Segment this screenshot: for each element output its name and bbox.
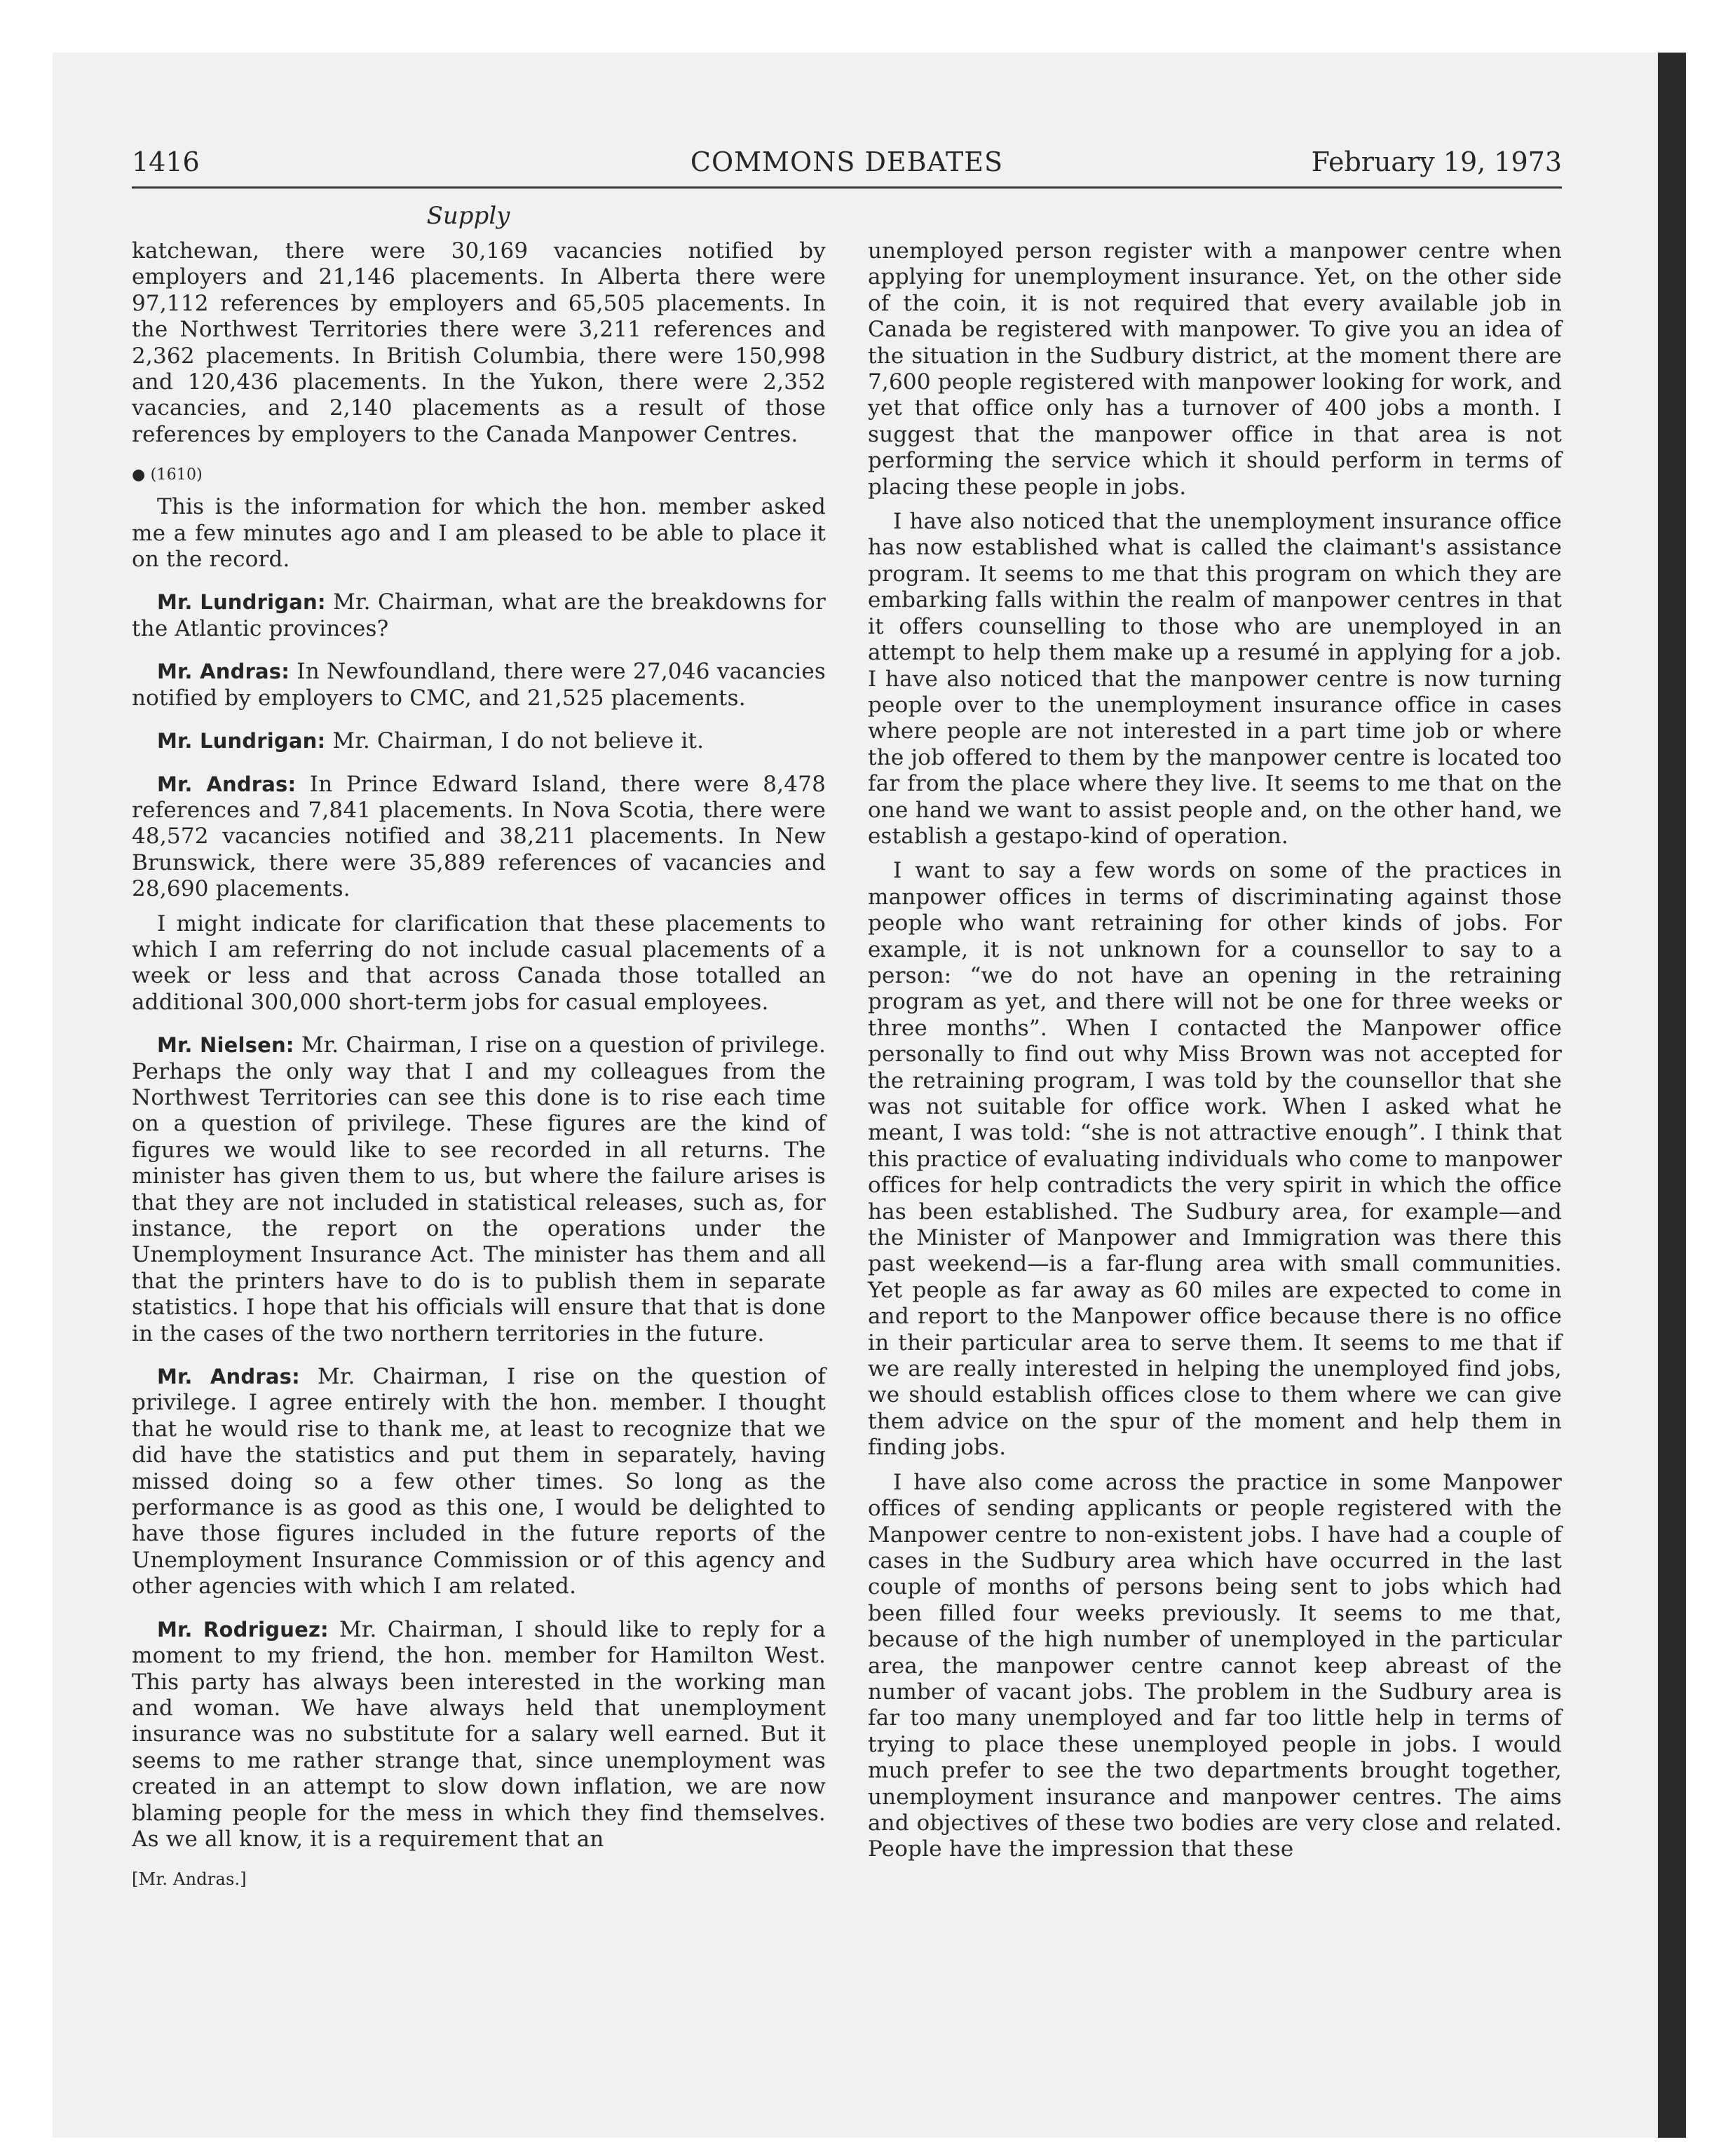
speaker-attribution-note: [Mr. Andras.] (132, 1869, 247, 1890)
right-paragraph-3: I want to say a few words on some of the practices in manpower offices in terms of discriminating against those people who want retraining for other kinds of jobs. For example, it is not unknown for a counsellor to say to a person: “we do not have an opening in the retraining program as yet, and there will not be one for three weeks or three months”. When I contacted the Manpower office personally to find out why Miss Brown was not accepted for the retraining program, I was told by the counsellor that she was not suitable for office work. When I asked what he meant, I was told: “she is not attractive enough”. I think that this practice of evaluating individuals who come to manpower offices for help contradicts the very spirit in which the office has been established. The Sudbury area, for example—and the Minister of Manpower and Immigration was there this past weekend—is a far-flung area with small communities. Yet people as far away as 60 miles are expected to come in and report to the Manpower office because there is no office in their particular area to serve them. It seems to me that if we are really interested in helping the unemployed find jobs, we should establish offices close to them where we can give them advice on the spur of the moment and help them in finding jobs. (868, 858, 1562, 1461)
speaker-name: Mr. Andras: (157, 772, 297, 796)
speech-rodriguez (132, 1617, 826, 1853)
time-marker: ● (1610) (132, 466, 203, 484)
right-paragraph-1: unemployed person register with a manpower centre when applying for unemployment insurance. Yet, on the other side of the coin, it is not required that every available job in Canada be registered with manpower. To give you an idea of the situation in the Sudbury district, at the moment there are 7,600 people registered with manpower looking for work, and yet that office only has a turnover of 400 jobs a month. I suggest that the manpower office in that area is not performing the service which it should perform in terms of placing these people in jobs. (868, 238, 1562, 500)
speech-andras-1 (132, 659, 826, 711)
speech-andras-3 (132, 1364, 826, 1600)
right-column (868, 238, 1562, 1863)
speaker-name: Mr. Rodriguez: (157, 1617, 329, 1642)
speech-text: Mr. Chairman, I rise on the question of privilege. I agree entirely with the hon. member. I thought that he would rise to thank me, at least to recognize that we did have the statistics and put them in separately, having missed doing so a few other times. So long as the performance is as good as this one, I would be delighted to have those figures included in the future reports of the Unemployment Insurance Commission or of this agency and other agencies with which I am related. (132, 1364, 826, 1599)
speech-text: In Newfoundland, there were 27,046 vacancies notified by employers to CMC, and 21,525 placements. (132, 659, 826, 711)
section-title: Supply (426, 202, 510, 230)
running-head (132, 144, 1562, 189)
speech-text: Mr. Chairman, I do not believe it. (325, 728, 705, 754)
speech-text: In Prince Edward Island, there were 8,478 references and 7,841 placements. In Nova Scotia, there were 48,572 vacancies notified and 38,211 placements. In New Brunswick, there were 35,889 references of vacancies and 28,690 placements. (132, 771, 826, 902)
left-paragraph-7: I might indicate for clarification that these placements to which I am referring do not include casual placements of a week or less and that across Canada those totalled an additional 300,000 short-term jobs for casual employees. (132, 910, 826, 1015)
speech-andras-2 (132, 772, 826, 903)
page-number: 1416 (132, 146, 200, 177)
speaker-name: Mr. Andras: (157, 1365, 300, 1389)
speech-nielsen (132, 1032, 826, 1347)
left-column (132, 238, 826, 1907)
speaker-name: Mr. Nielsen: (157, 1033, 294, 1058)
right-paragraph-4: I have also come across the practice in some Manpower offices of sending applicants or people registered with the Manpower centre to non-existent jobs. I have had a couple of cases in the Sudbury area which have occurred in the last couple of months of persons being sent to jobs which had been filled four weeks previously. It seems to me that, because of the high number of unemployed in the particular area, the manpower centre cannot keep abreast of the number of vacant jobs. The problem in the Sudbury area is far too many unemployed and far too little help in terms of trying to place these unemployed people in jobs. I would much prefer to see the two departments brought together, unemployment insurance and manpower centres. The aims and objectives of these two bodies are very close and related. People have the impression that these (868, 1469, 1562, 1862)
scan-edge-shadow (1658, 53, 1686, 2138)
right-paragraph-2: I have also noticed that the unemployment insurance office has now established what is called the claimant's assistance program. It seems to me that this program on which they are embarking falls within the realm of manpower centres in that it offers counselling to those who are unemployed in an attempt to help them make up a resumé in applying for a job. I have also noticed that the manpower centre is now turning people over to the unemployment insurance office in cases where people are not interested in a part time job or where the job offered to them by the manpower centre is located too far from the place where they live. It seems to me that on the one hand we want to assist people and, on the other hand, we establish a gestapo-kind of operation. (868, 509, 1562, 849)
left-paragraph-2: This is the information for which the hon. member asked me a few minutes ago and I am pleased to be able to place it on the record. (132, 494, 826, 573)
speaker-name: Mr. Andras: (157, 660, 290, 684)
speech-text: Mr. Chairman, what are the breakdowns for the Atlantic provinces? (132, 589, 826, 641)
speaker-name: Mr. Lundrigan: (157, 590, 326, 615)
speech-text: Mr. Chairman, I should like to reply for a moment to my friend, the hon. member for Hamilton West. This party has always been interested in the working man and woman. We have always held that unemployment insurance was no substitute for a salary well earned. But it seems to me rather strange that, since unemployment was created in an attempt to slow down inflation, we are now blaming people for the mess in which they find themselves. As we all know, it is a requirement that an (132, 1616, 826, 1852)
left-paragraph-1: katchewan, there were 30,169 vacancies notified by employers and 21,146 placements. In Alberta there were 97,112 references by employers and 65,505 placements. In the Northwest Territories there were 3,211 references and 2,362 placements. In British Columbia, there were 150,998 and 120,436 placements. In the Yukon, there were 2,352 vacancies, and 2,140 placements as a result of those references by employers to the Canada Manpower Centres. (132, 238, 826, 447)
publication-date: February 19, 1973 (1311, 146, 1562, 177)
speech-text: Mr. Chairman, I rise on a question of privilege. Perhaps the only way that I and my colleagues from the Northwest Territories can see this done is to rise each time on a question of privilege. These figures are the kind of figures we would like to see recorded in all returns. The minister has given them to us, but where the failure arises is that they are not included in statistical releases, such as, for instance, the report on the operations under the Unemployment Insurance Act. The minister has them and all that the printers have to do is to publish them in separate statistics. I hope that his officials will ensure that that is done in the cases of the two northern territories in the future. (132, 1032, 826, 1346)
speech-lundrigan-2 (132, 728, 826, 754)
speaker-name: Mr. Lundrigan: (157, 729, 326, 753)
publication-title: COMMONS DEBATES (690, 146, 1004, 177)
speech-lundrigan-1 (132, 589, 826, 642)
